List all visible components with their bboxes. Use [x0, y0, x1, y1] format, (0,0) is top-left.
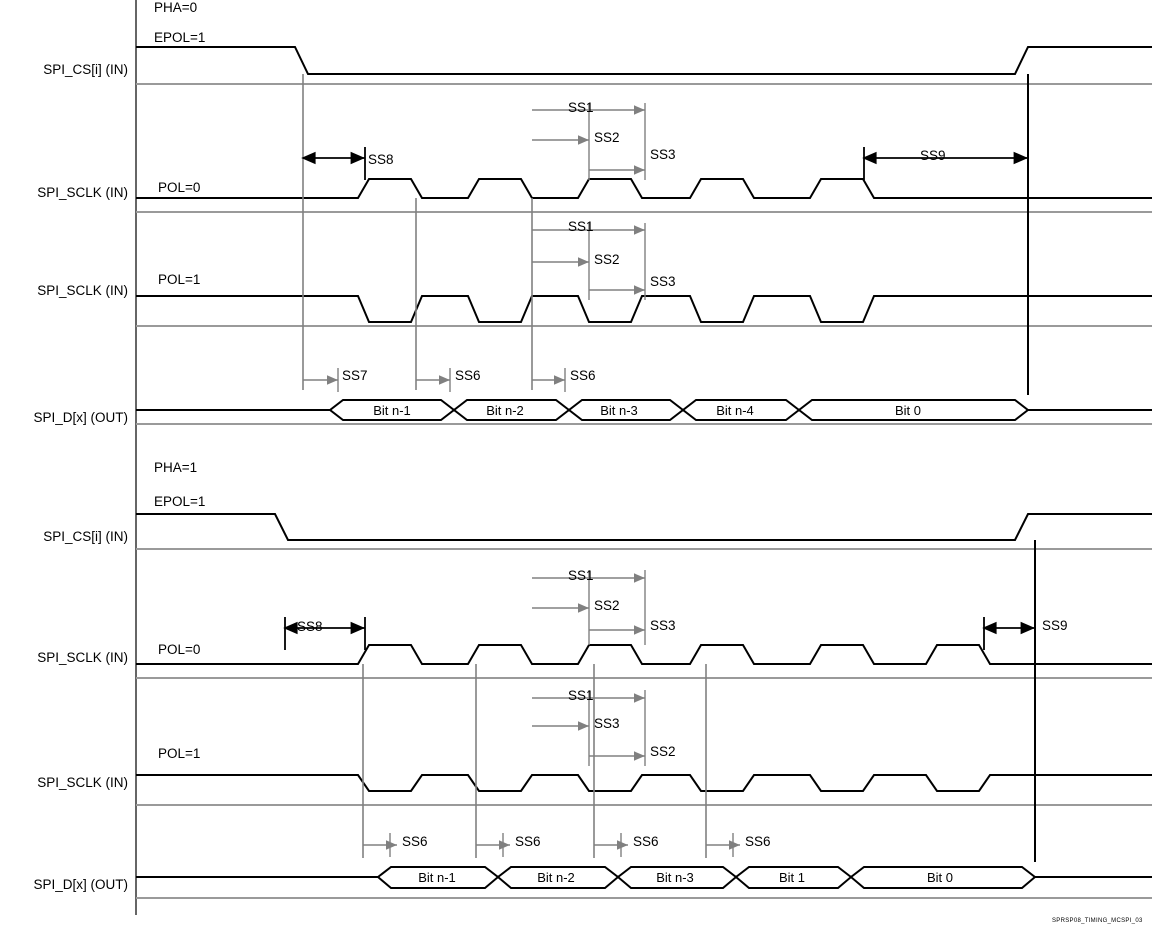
timing-mark-ss2b: SS2 [594, 252, 620, 267]
signal-name-sclk-pol1-2: SPI_SCLK (IN) [37, 775, 128, 790]
timing-mark-ss3: SS3 [650, 147, 676, 162]
pol-label-0: POL=0 [158, 180, 201, 195]
bit-label: Bit 0 [894, 403, 922, 418]
timing-mark-ss3b-2: SS3 [594, 716, 620, 731]
bit-label: Bit n-1 [373, 403, 411, 418]
signal-name-cs-2: SPI_CS[i] (IN) [43, 529, 128, 544]
bit-label: Bit 0 [926, 870, 954, 885]
bit-label: Bit n-1 [418, 870, 456, 885]
bit-label: Bit n-2 [537, 870, 575, 885]
timing-mark-ss2-2: SS2 [594, 598, 620, 613]
mode-label-epol: EPOL=1 [154, 30, 206, 45]
signal-name-sclk-pol0-2: SPI_SCLK (IN) [37, 650, 128, 665]
footer-code: SPRSP08_TIMING_MCSPI_03 [1052, 918, 1143, 924]
bit-label: Bit n-4 [716, 403, 754, 418]
timing-mark-ss6b: SS6 [570, 368, 596, 383]
signal-name-sclk-pol0: SPI_SCLK (IN) [37, 185, 128, 200]
timing-mark-ss3-2: SS3 [650, 618, 676, 633]
mode-label-pha: PHA=0 [154, 0, 198, 15]
timing-mark-ss1b: SS1 [568, 219, 594, 234]
timing-mark-ss2b-2: SS2 [650, 744, 676, 759]
pol-label-0-2: POL=0 [158, 642, 201, 657]
timing-mark-ss9: SS9 [920, 148, 946, 163]
timing-mark-ss8: SS8 [368, 152, 394, 167]
timing-mark-ss3b: SS3 [650, 274, 676, 289]
mode-label-epol-2: EPOL=1 [154, 494, 206, 509]
bit-label: Bit n-3 [656, 870, 694, 885]
timing-mark-ss9-2: SS9 [1042, 618, 1068, 633]
signal-name-cs: SPI_CS[i] (IN) [43, 62, 128, 77]
signal-name-sclk-pol1: SPI_SCLK (IN) [37, 283, 128, 298]
pol-label-1: POL=1 [158, 272, 201, 287]
timing-mark-ss2: SS2 [594, 130, 620, 145]
timing-mark-ss6b-2: SS6 [515, 834, 541, 849]
pol-label-1-2: POL=1 [158, 746, 201, 761]
signal-name-dx-2: SPI_D[x] (OUT) [33, 877, 128, 892]
mode-label-pha-2: PHA=1 [154, 460, 198, 475]
bit-label: Bit n-2 [486, 403, 524, 418]
timing-mark-ss1b-2: SS1 [568, 688, 594, 703]
timing-mark-ss8-2: SS8 [297, 619, 323, 634]
bit-label: Bit 1 [778, 870, 806, 885]
timing-mark-ss6c-2: SS6 [633, 834, 659, 849]
timing-mark-ss6d-2: SS6 [745, 834, 771, 849]
timing-mark-ss6a: SS6 [455, 368, 481, 383]
timing-mark-ss6a-2: SS6 [402, 834, 428, 849]
timing-mark-ss1: SS1 [568, 100, 594, 115]
signal-name-dx: SPI_D[x] (OUT) [33, 410, 128, 425]
timing-mark-ss1-2: SS1 [568, 568, 594, 583]
timing-mark-ss7: SS7 [342, 368, 368, 383]
bit-label: Bit n-3 [600, 403, 638, 418]
